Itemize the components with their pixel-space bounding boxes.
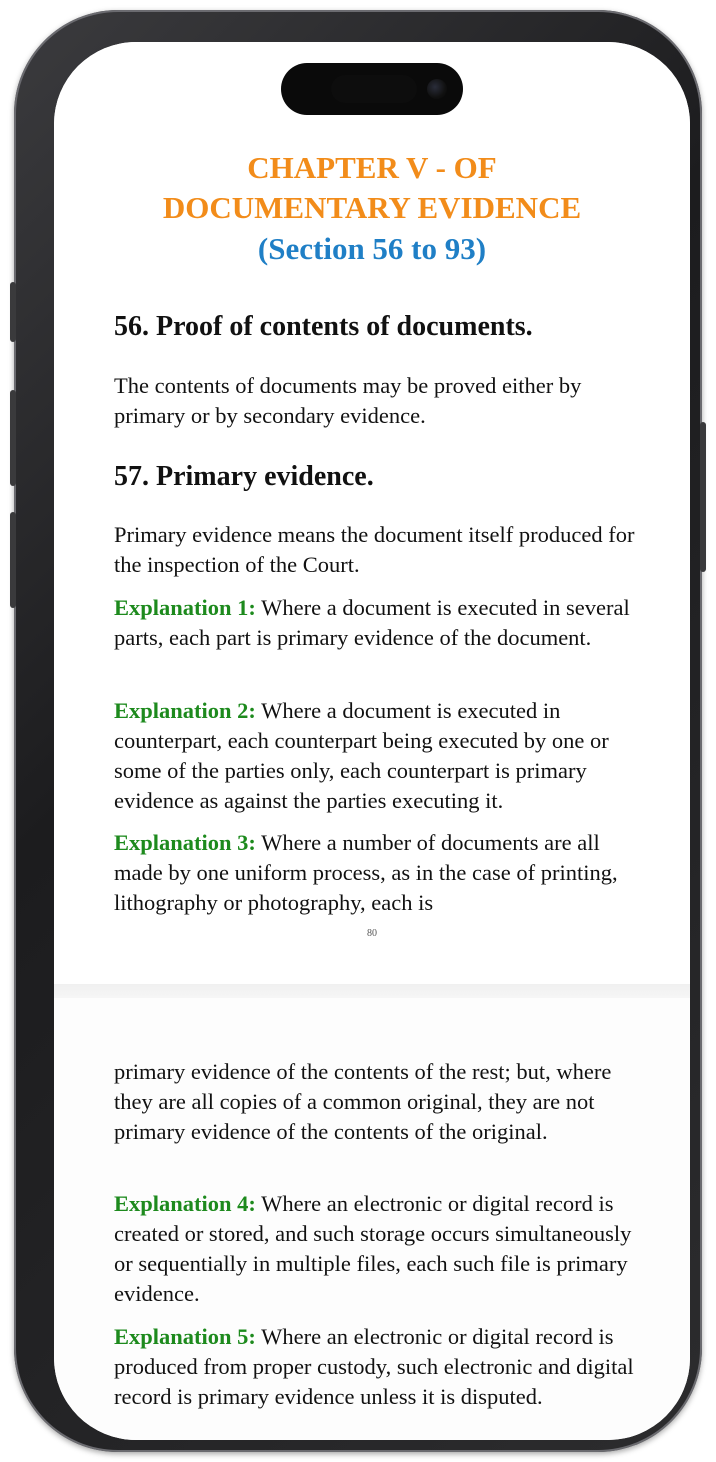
section-range: (Section 56 to 93): [257, 231, 487, 266]
chapter-title-line2: DOCUMENTARY EVIDENCE: [162, 190, 582, 225]
explanation-5-text: Where an electronic or digital record is produced from proper custody, such electronic and digital record is primary evidence unless it is disputed.: [114, 1324, 634, 1409]
explanation-5: [114, 1322, 644, 1412]
explanation-3: [114, 828, 644, 918]
explanation-2-text: Where a document is executed in counterpart, each counterpart being executed by one or some of the parties only, each counterpart is primary evidence as against the parties executing it.: [114, 698, 609, 813]
page-number: 80: [367, 928, 377, 939]
section-57-heading: 57. Primary evidence.: [114, 461, 374, 492]
explanation-4: [114, 1189, 644, 1309]
explanation-5-label: Explanation 5:: [114, 1324, 256, 1349]
section-57-body: Primary evidence means the document itself produced for the inspection of the Court.: [114, 522, 635, 577]
explanation-3-continuation: primary evidence of the contents of the rest; but, where they are all copies of a common original, they are not primary evidence of the contents of the original.: [114, 1059, 612, 1144]
explanation-1-label: Explanation 1:: [114, 595, 256, 620]
explanation-4-text: Where an electronic or digital record is created or stored, and such storage occurs simultaneously or sequentially in multiple files, each such file is primary evidence.: [114, 1191, 632, 1306]
explanation-1-text: Where a document is executed in several parts, each part is primary evidence of the document.: [114, 595, 630, 650]
explanation-3-label: Explanation 3:: [114, 830, 256, 855]
dynamic-island: [281, 63, 463, 115]
section-56-heading: 56. Proof of contents of documents.: [114, 311, 533, 342]
screen[interactable]: [54, 42, 690, 1440]
phone-frame: [14, 10, 702, 1452]
page-separator: [54, 984, 690, 998]
power-button: [700, 422, 706, 572]
explanation-2-label: Explanation 2:: [114, 698, 256, 723]
chapter-title-line1: CHAPTER V - OF: [247, 150, 497, 185]
book-page-81[interactable]: [54, 998, 690, 1440]
explanation-4-label: Explanation 4:: [114, 1191, 256, 1216]
volume-down-button: [10, 512, 16, 608]
explanation-1: [114, 593, 644, 653]
explanation-3-text: Where a number of documents are all made by one uniform process, as in the case of printing, lithography or photography, each is: [114, 830, 618, 915]
camera-icon: [427, 79, 447, 99]
section-56-body: The contents of documents may be proved either by primary or by secondary evidence.: [114, 373, 582, 428]
action-button: [10, 282, 16, 342]
volume-up-button: [10, 390, 16, 486]
explanation-2: [114, 696, 644, 816]
book-page-80[interactable]: [54, 42, 690, 984]
